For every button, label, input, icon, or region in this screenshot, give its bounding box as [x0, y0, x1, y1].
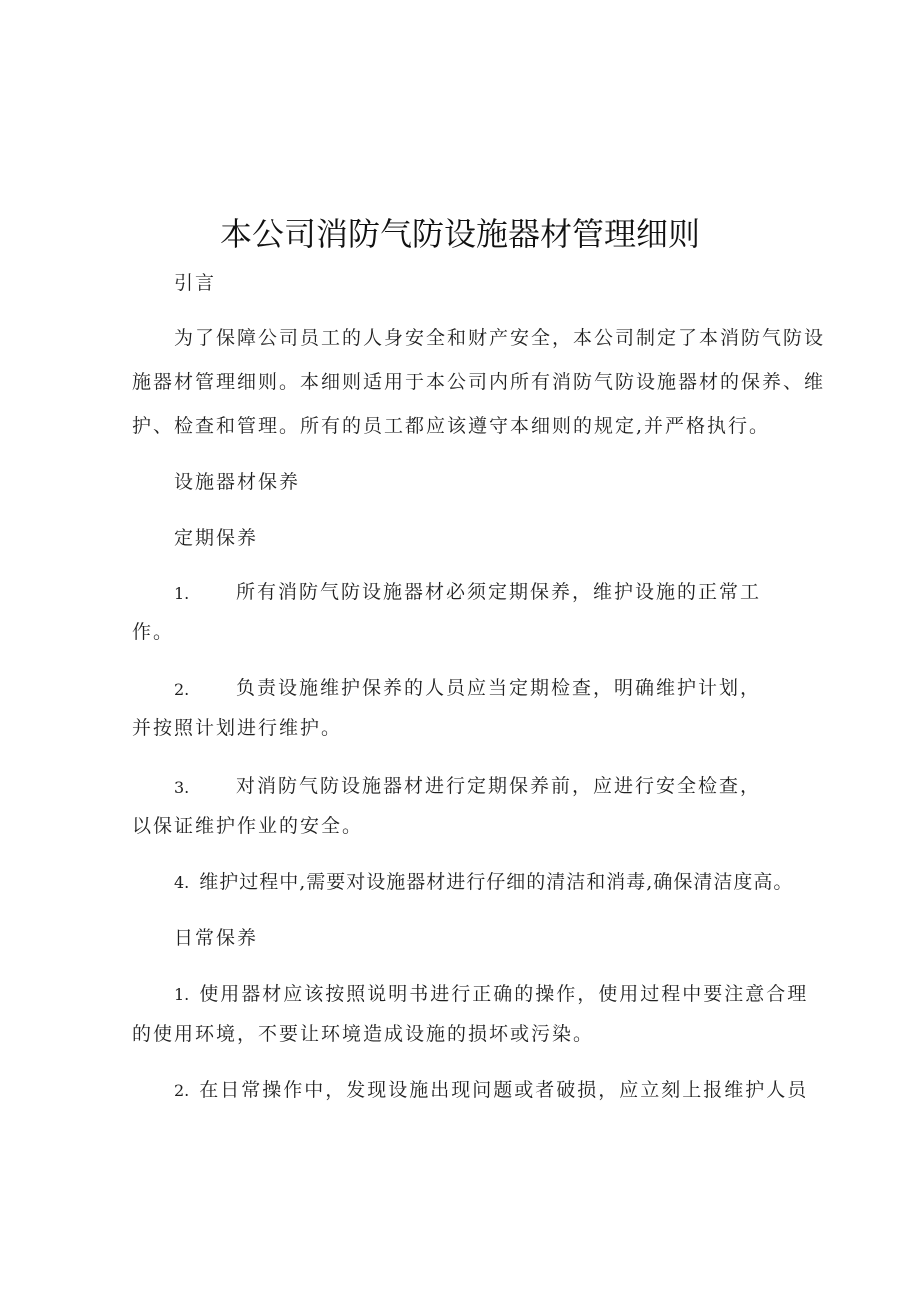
- periodic-item-3-number: 3.: [174, 778, 190, 797]
- document-title: 本公司消防气防设施器材管理细则: [219, 215, 700, 253]
- periodic-item-1-line-2: 作。: [132, 621, 175, 643]
- periodic-item-1-number: 1.: [174, 584, 190, 603]
- intro-line-2: 施器材管理细则。本细则适用于本公司内所有消防气防设施器材的保养、维: [132, 371, 826, 393]
- periodic-item-3-line-2: 以保证维护作业的安全。: [132, 815, 364, 837]
- periodic-heading: 定期保养: [174, 527, 259, 549]
- daily-item-2: [174, 1068, 808, 1113]
- daily-item-1-number: 1.: [174, 985, 190, 1004]
- intro-line-1: 为了保障公司员工的人身安全和财产安全，本公司制定了本消防气防设: [174, 327, 826, 349]
- daily-item-2-line-1: 在日常操作中，发现设施出现问题或者破损，应立刻上报维护人员: [199, 1079, 809, 1101]
- intro-line-3: 护、检查和管理。所有的员工都应该遵守本细则的规定,并严格执行。: [132, 415, 771, 437]
- periodic-item-4-line-1: 维护过程中,需要对设施器材进行仔细的清洁和消毒,确保清洁度高。: [199, 871, 794, 893]
- daily-item-2-number: 2.: [174, 1081, 190, 1100]
- periodic-item-2-number: 2.: [174, 680, 190, 699]
- periodic-item-4-number: 4.: [174, 873, 190, 892]
- periodic-item-4: [174, 860, 793, 905]
- daily-item-1-line-1: 使用器材应该按照说明书进行正确的操作，使用过程中要注意合理: [199, 983, 809, 1005]
- periodic-item-1-line-1: 所有消防气防设施器材必须定期保养，维护设施的正常工: [236, 581, 762, 603]
- daily-item-1: [174, 972, 808, 1017]
- daily-item-1-line-2: 的使用环境，不要让环境造成设施的损坏或污染。: [132, 1023, 595, 1045]
- periodic-item-3-line-1: 对消防气防设施器材进行定期保养前，应进行安全检查，: [236, 775, 762, 797]
- daily-heading: 日常保养: [174, 927, 259, 949]
- section-heading: 设施器材保养: [174, 471, 301, 493]
- periodic-item-2-line-1: 负责设施维护保养的人员应当定期检查，明确维护计划，: [236, 677, 762, 699]
- periodic-item-2-line-2: 并按照计划进行维护。: [132, 717, 343, 739]
- intro-heading: 引言: [174, 272, 217, 294]
